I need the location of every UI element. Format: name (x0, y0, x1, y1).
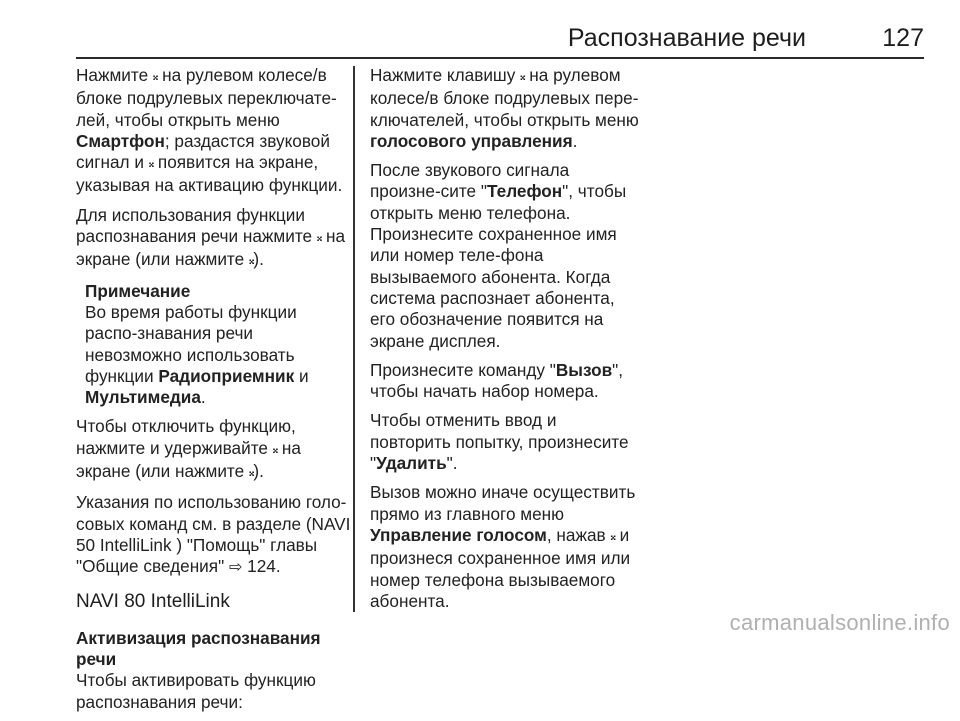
page-reference-arrow-icon: ⇨ (228, 559, 243, 577)
right-column (370, 65, 642, 620)
paragraph (370, 65, 642, 152)
text: ". (446, 453, 458, 474)
text: 124. (242, 556, 281, 577)
page-header (76, 10, 924, 58)
text: . (200, 387, 206, 408)
note-block (85, 281, 352, 409)
paragraph (76, 205, 352, 273)
text: Нажмите (76, 65, 153, 85)
text: Во время работы функции распо-знавания речи невозможно использовать функции (85, 301, 297, 386)
text: на экране (или нажмите (76, 437, 301, 482)
text: Для использования функции распознавания речи нажмите (76, 204, 317, 247)
voice-control-icon: 𝄪 (272, 441, 278, 456)
menu-term: Мультимедиа (85, 387, 201, 408)
section-heading: NAVI 80 IntelliLink (76, 590, 230, 612)
command-term: Удалить (376, 453, 447, 474)
paragraph (370, 410, 642, 474)
column-divider (353, 66, 355, 612)
subheading: Активизация распознавания речи (76, 627, 321, 670)
voice-control-icon: 𝄪 (248, 253, 254, 268)
voice-control-icon: 𝄪 (316, 230, 322, 245)
text: Чтобы отменить ввод и повторить попытку, произнесите " (370, 410, 629, 474)
left-column (76, 65, 352, 721)
text: появится на экране, указывая на активацию функции. (76, 152, 343, 196)
text: Чтобы отключить функцию, нажмите и удерживайте (76, 416, 296, 458)
voice-control-icon: 𝄪 (248, 465, 254, 480)
paragraph (370, 160, 642, 352)
paragraph: Чтобы активировать функцию распознавания речи: (76, 670, 316, 712)
text: ", чтобы открыть меню телефона. Произнесите сохраненное имя или номер теле-фона вызываемого абонента. Когда система распознает абонента, его обозначение появится на экране дисплея. (370, 181, 627, 351)
text: Вызов можно иначе осуществить прямо из главного меню (370, 482, 636, 524)
paragraph (370, 360, 642, 403)
voice-control-icon: 𝄪 (520, 69, 525, 83)
paragraph (76, 416, 352, 484)
menu-term: Управление голосом (370, 524, 547, 545)
paragraph (370, 482, 642, 612)
text: и произнеся сохраненное имя или номер телефона вызываемого абонента. (370, 524, 631, 611)
header-rule (76, 57, 924, 59)
voice-control-icon: 𝄪 (152, 69, 158, 83)
text: Указания по использованию голо-совых команд см. в разделе (NAVI 50 IntelliLink ) "Помощь" главы "Общие сведения" (76, 492, 351, 577)
text: на экране (или нажмите (76, 226, 346, 270)
watermark: carmanualsonline.info (729, 610, 950, 635)
text: на рулевом колесе/в блоке подрулевых переключате-лей, чтобы открыть меню (76, 65, 337, 130)
text: После звукового сигнала произне-сите " (370, 160, 570, 202)
text: ; раздастся звуковой сигнал и (76, 130, 330, 173)
menu-term: Смартфон (76, 130, 165, 151)
text: . (572, 130, 578, 151)
text: ). (253, 249, 264, 270)
text: и (294, 365, 309, 386)
paragraph (76, 492, 352, 578)
page-number: 127 (882, 24, 924, 52)
text: на рулевом колесе/в блоке подрулевых пере-ключателей, чтобы открыть меню (370, 65, 639, 130)
command-term: Вызов (555, 359, 613, 380)
voice-control-icon: 𝄪 (610, 528, 615, 543)
text: Нажмите клавишу (370, 65, 521, 85)
page-title: Распознавание речи (567, 24, 806, 52)
paragraph (76, 65, 352, 197)
text: ", чтобы начать набор номера. (370, 359, 624, 402)
text: ). (253, 461, 264, 482)
command-term: Телефон (487, 181, 563, 202)
menu-term: голосового управления (370, 130, 573, 151)
note-title: Примечание (85, 280, 191, 301)
text: Произнесите команду " (370, 359, 556, 380)
menu-term: Радиоприемник (158, 365, 295, 386)
text: , нажав (546, 524, 611, 545)
voice-control-icon: 𝄪 (148, 156, 154, 171)
